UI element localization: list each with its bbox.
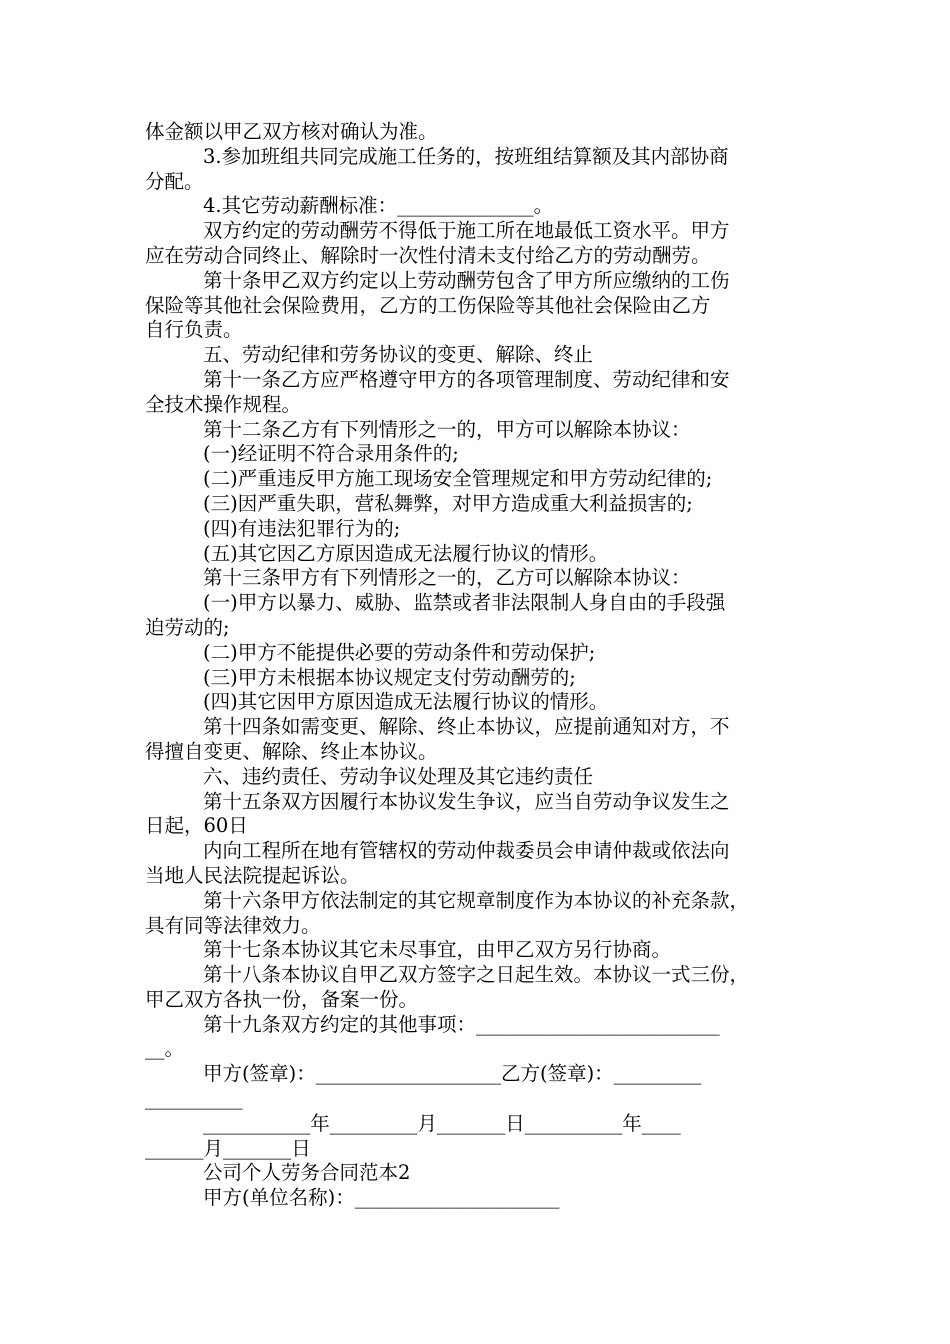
text-line: ___________年_________月_______日__________年____ (203, 1111, 681, 1135)
text-line: __。 (145, 1037, 185, 1061)
text-line: 第十一条乙方应严格遵守甲方的各项管理制度、劳动纪律和安 (203, 367, 730, 391)
text-line: 迫劳动的; (145, 615, 230, 639)
text-line: 应在劳动合同终止、解除时一次性付清未支付给乙方的劳动酬劳。 (145, 243, 711, 267)
text-line: (一)甲方以暴力、威胁、监禁或者非法限制人身自由的手段强 (203, 591, 726, 615)
text-line: 自行负责。 (145, 318, 243, 342)
text-line: 日起，60日 (145, 814, 248, 838)
text-line: 第十条甲乙双方约定以上劳动酬劳包含了甲方所应缴纳的工伤 (203, 268, 730, 292)
text-line: 五、劳动纪律和劳务协议的变更、解除、终止 (203, 343, 594, 367)
text-line: 当地人民法院提起诉讼。 (145, 863, 360, 887)
text-line: ______月_______日 (145, 1136, 311, 1160)
text-line: (五)其它因乙方原因造成无法履行协议的情形。 (203, 541, 609, 565)
text-line: 第十六条甲方依法制定的其它规章制度作为本协议的补充条款， (203, 888, 750, 912)
text-line: __________ (145, 1087, 243, 1111)
text-line: (二)严重违反甲方施工现场安全管理规定和甲方劳动纪律的; (203, 467, 713, 491)
text-line: 第十三条甲方有下列情形之一的，乙方可以解除本协议： (203, 566, 691, 590)
text-line: 第十四条如需变更、解除、终止本协议，应提前通知对方，不 (203, 715, 730, 739)
text-line: (一)经证明不符合录用条件的; (203, 442, 459, 466)
text-line: (四)有违法犯罪行为的; (203, 516, 401, 540)
text-line: 体金额以甲乙双方核对确认为准。 (145, 120, 438, 143)
text-line: 第十九条双方约定的其他事项：_________________________ (203, 1012, 720, 1036)
text-line: 内向工程所在地有管辖权的劳动仲裁委员会申请仲裁或依法向 (203, 839, 730, 863)
text-line: 3.参加班组共同完成施工任务的，按班组结算额及其内部协商 (203, 144, 729, 168)
text-line: 4.其它劳动薪酬标准：______________。 (203, 194, 554, 218)
text-line: (二)甲方不能提供必要的劳动条件和劳动保护; (203, 640, 596, 664)
text-line: 甲乙双方各执一份，备案一份。 (145, 987, 419, 1011)
text-line: 得擅自变更、解除、终止本协议。 (145, 739, 438, 763)
text-line: 甲方(单位名称)：_____________________ (203, 1186, 560, 1210)
text-line: (三)因严重失职，营私舞弊，对甲方造成重大利益损害的; (203, 491, 693, 515)
text-line: 公司个人劳务合同范本2 (203, 1161, 411, 1185)
text-line: 第十二条乙方有下列情形之一的，甲方可以解除本协议： (203, 417, 691, 441)
text-line: 分配。 (145, 169, 204, 193)
text-line: 第十八条本协议自甲乙双方签字之日起生效。本协议一式三份， (203, 963, 750, 987)
text-line: (四)其它因甲方原因造成无法履行协议的情形。 (203, 690, 609, 714)
text-line: 甲方(签章)：___________________乙方(签章)：_________ (203, 1062, 702, 1086)
text-line: 第十七条本协议其它未尽事宜，由甲乙双方另行协商。 (203, 938, 672, 962)
text-line: 具有同等法律效力。 (145, 913, 321, 937)
text-line: 保险等其他社会保险费用，乙方的工伤保险等其他社会保险由乙方 (145, 293, 711, 317)
text-line: (三)甲方未根据本协议规定支付劳动酬劳的; (203, 665, 576, 689)
document-body (145, 120, 807, 1211)
text-line: 全技术操作规程。 (145, 392, 302, 416)
text-line: 六、违约责任、劳动争议处理及其它违约责任 (203, 764, 594, 788)
text-line: 双方约定的劳动酬劳不得低于施工所在地最低工资水平。甲方 (203, 219, 730, 243)
text-line: 第十五条双方因履行本协议发生争议，应当自劳动争议发生之 (203, 789, 730, 813)
